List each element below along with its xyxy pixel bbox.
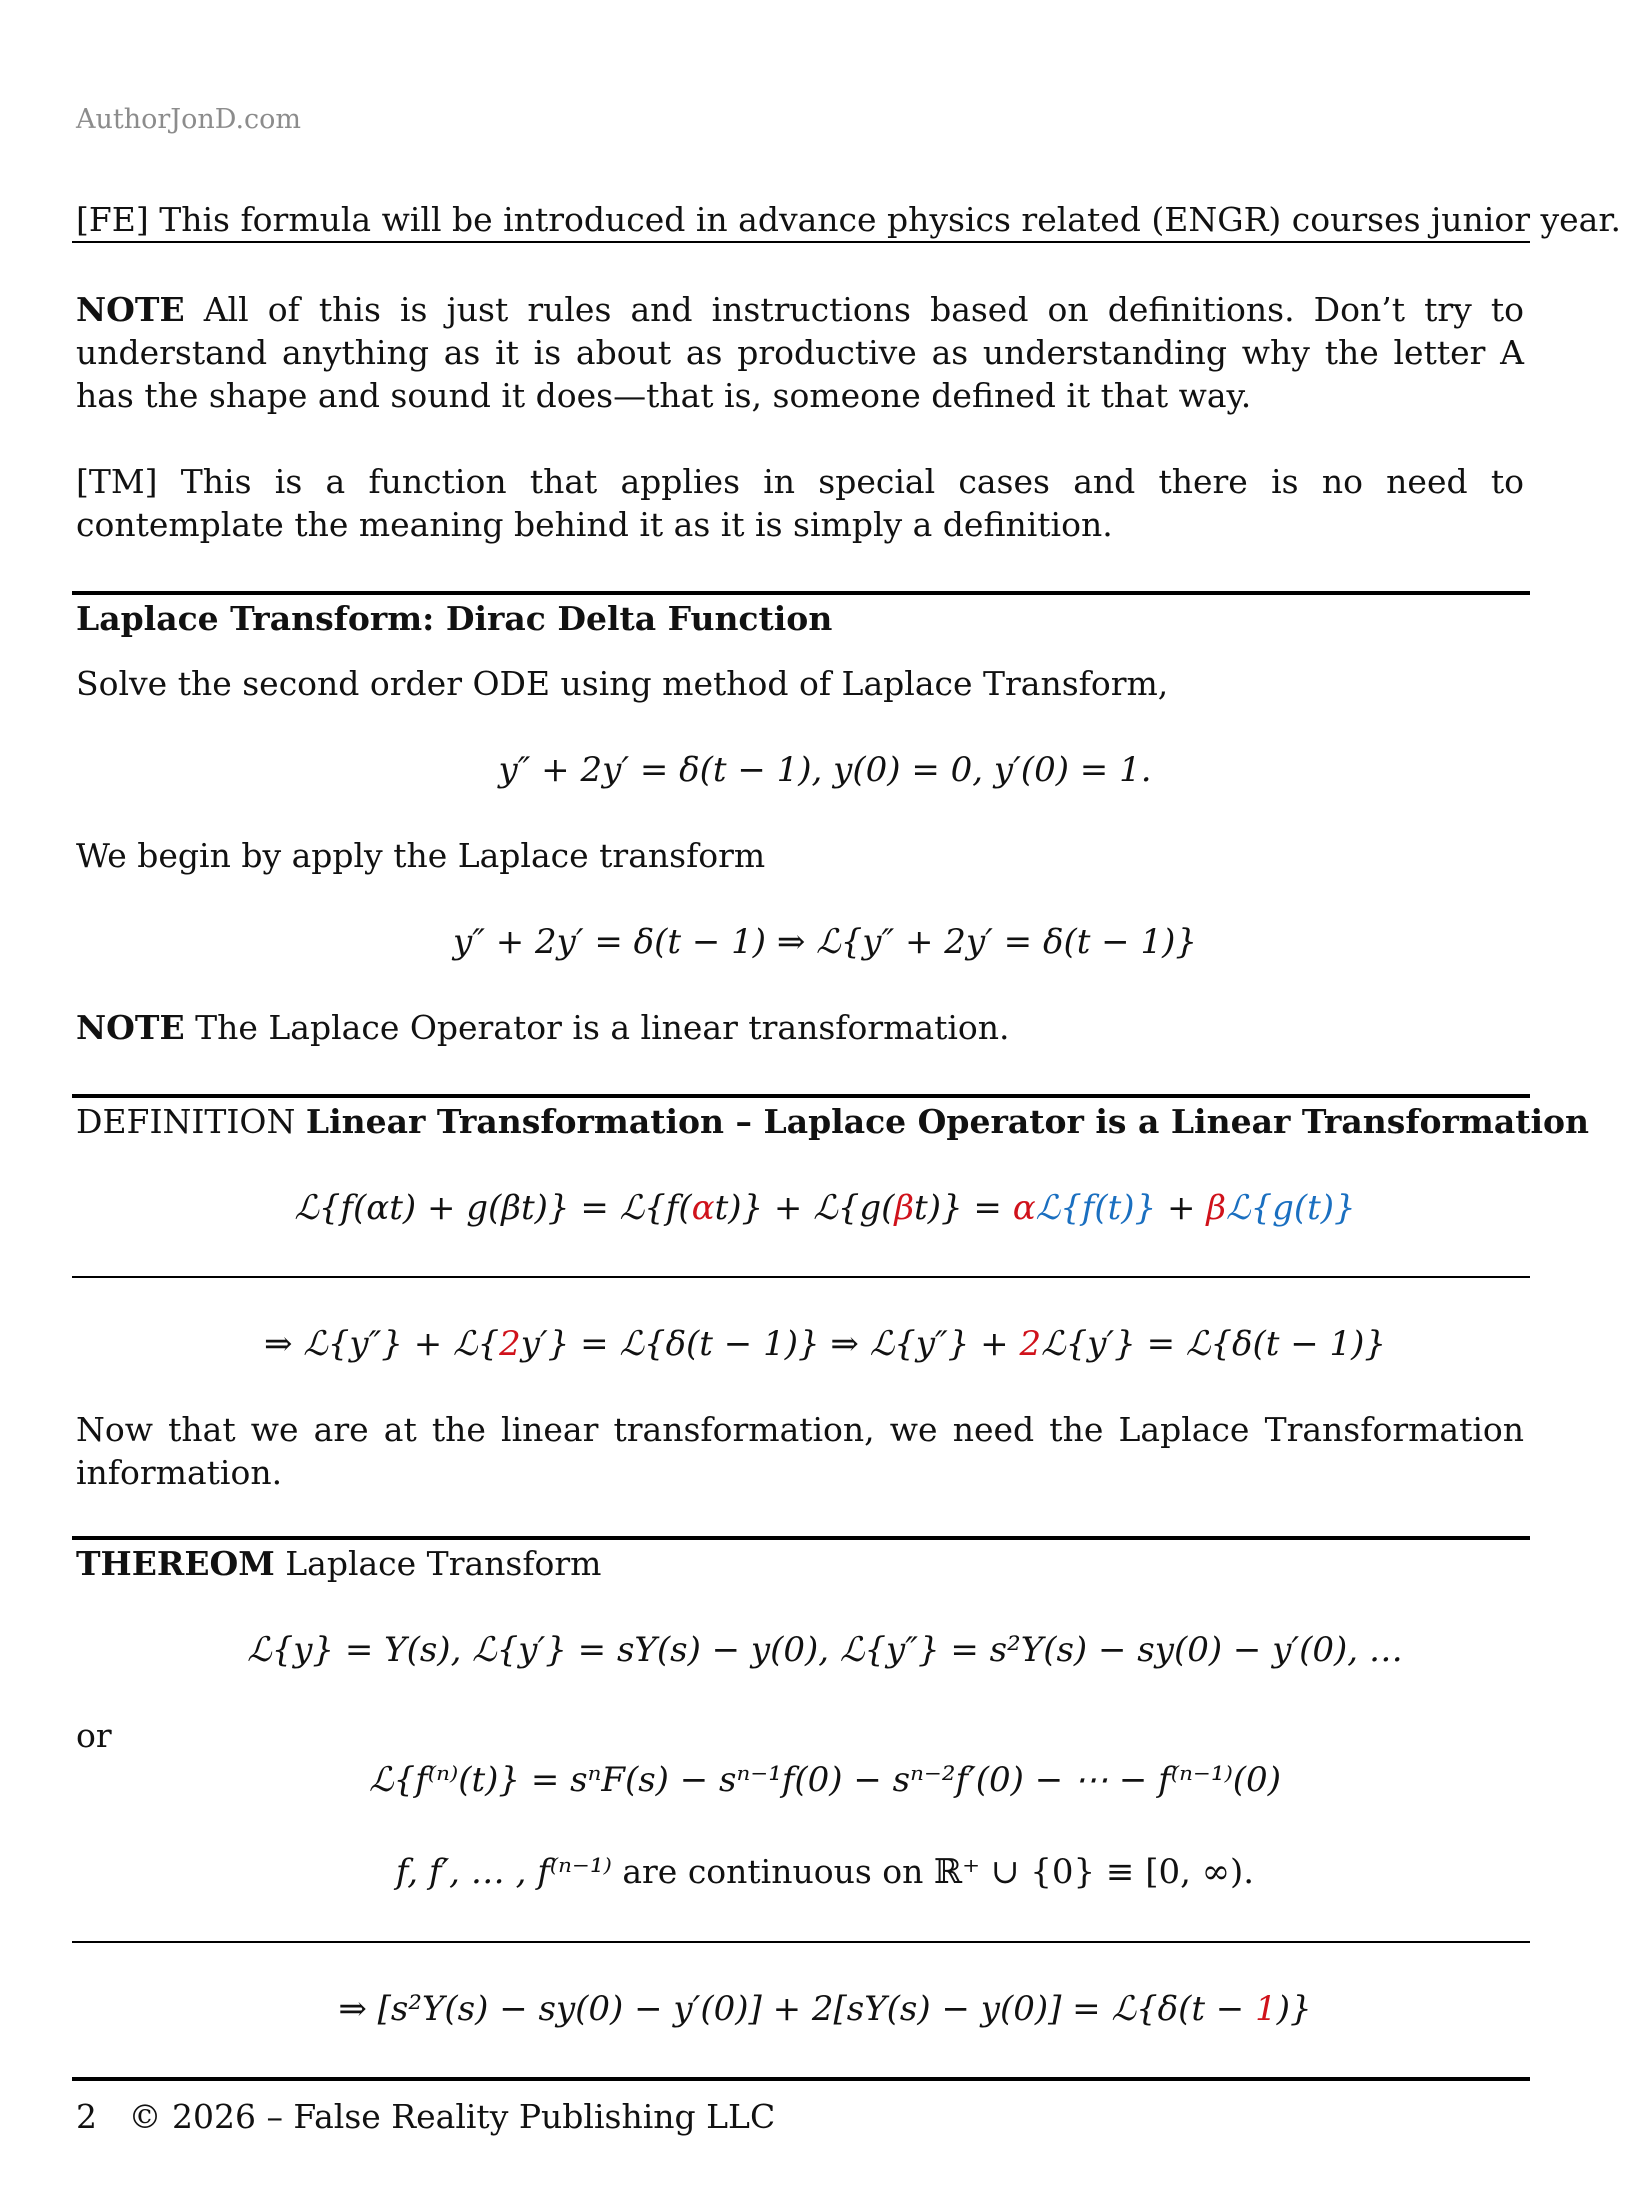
note-text: The Laplace Operator is a linear transformation. <box>184 1008 1010 1047</box>
note-paragraph <box>76 288 1524 417</box>
transformed-equation: ⇒ [s²Y(s) − sy(0) − y′(0)] + 2[sY(s) − y(0)] = ℒ{δ(t − 1)} <box>338 1989 1312 2029</box>
tm-note: [TM] This is a function that applies in special cases and there is no need to contemplate the meaning behind it as it is simply a definition. <box>76 462 1524 544</box>
linearity-equation: ℒ{f(αt) + g(βt)} = ℒ{f(αt)} + ℒ{g(βt)} = αℒ{f(t)} + βℒ{g(t)} <box>294 1188 1356 1228</box>
step-text: We begin by apply the Laplace transform <box>76 836 766 875</box>
linear-step-equation: ⇒ ℒ{y″} + ℒ{2y′} = ℒ{δ(t − 1)} ⇒ ℒ{y″} + 2ℒ{y′} = ℒ{δ(t − 1)} <box>263 1324 1387 1364</box>
divider <box>72 2077 1530 2081</box>
theorem-heading <box>76 1542 601 1585</box>
or-text: or <box>76 1716 112 1755</box>
divider <box>72 591 1530 595</box>
divider <box>72 1276 1530 1278</box>
section-title: Laplace Transform: Dirac Delta Function <box>76 599 833 638</box>
ode-equation: y″ + 2y′ = δ(t − 1), y(0) = 0, y′(0) = 1. <box>498 750 1152 790</box>
laplace-apply-equation: y″ + 2y′ = δ(t − 1) ⇒ ℒ{y″ + 2y′ = δ(t − 1)} <box>453 922 1197 962</box>
note-label: NOTE <box>76 1008 185 1047</box>
site-header: AuthorJonD.com <box>76 104 302 135</box>
page-footer <box>76 2097 775 2136</box>
divider <box>72 1536 1530 1540</box>
note-label: NOTE <box>76 290 185 329</box>
definition-heading <box>76 1100 1589 1143</box>
fe-note: [FE] This formula will be introduced in advance physics related (ENGR) courses junior year. <box>76 200 1621 239</box>
theorem-text: Laplace Transform <box>274 1544 602 1583</box>
divider <box>72 241 1530 243</box>
note-linear <box>76 1006 1010 1049</box>
definition-prefix: DEFINITION <box>76 1102 306 1141</box>
divider <box>72 1094 1530 1098</box>
copyright: © 2026 – False Reality Publishing LLC <box>128 2097 776 2136</box>
divider <box>72 1941 1530 1943</box>
laplace-derivatives-equation: ℒ{y} = Y(s), ℒ{y′} = sY(s) − y(0), ℒ{y″} = s²Y(s) − sy(0) − y′(0), … <box>247 1630 1403 1670</box>
general-derivative-equation: ℒ{f⁽ⁿ⁾(t)} = sⁿF(s) − sⁿ⁻¹f(0) − sⁿ⁻²f′(0) − ⋯ − f⁽ⁿ⁻¹⁾(0) <box>369 1760 1281 1800</box>
continuity-condition: f, f′, … , f⁽ⁿ⁻¹⁾ are continuous on ℝ⁺ ∪ {0} ≡ [0, ∞). <box>395 1852 1255 1892</box>
note-text: All of this is just rules and instructions based on definitions. Don’t try to understand anything as it is about as productive as understanding why the letter A has the shape and sound it does—that is, someone defined it that way. <box>76 290 1524 415</box>
theorem-label: THEREOM <box>76 1544 275 1583</box>
definition-title: Linear Transformation – Laplace Operator is a Linear Transformation <box>305 1102 1589 1141</box>
intro-text: Solve the second order ODE using method of Laplace Transform, <box>76 664 1169 703</box>
transition-text: Now that we are at the linear transformation, we need the Laplace Transformation information. <box>76 1410 1524 1492</box>
page-number: 2 <box>76 2097 97 2136</box>
